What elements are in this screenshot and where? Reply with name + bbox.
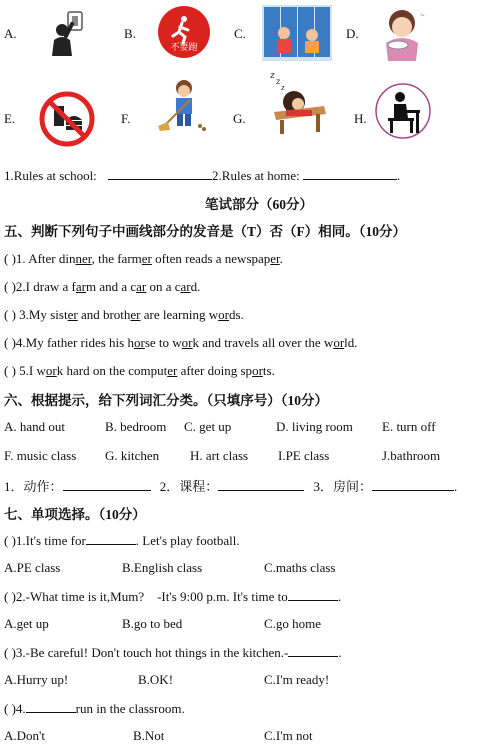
category-actions-label: 1．动作： [4, 479, 63, 494]
answer-paren[interactable]: ( ) [4, 279, 16, 294]
answer-paren[interactable]: ( ) [4, 335, 16, 350]
option-letter-d: D. [346, 26, 359, 41]
category-rooms-label: 3．房间： [313, 479, 373, 494]
underlined-part: or [218, 307, 229, 322]
question-4: ( )4. run in the classroom. [4, 701, 185, 716]
option-letter-a: A. [4, 26, 17, 41]
section5-item-2: ( )2.I draw a farm and a car on a card. [4, 279, 201, 294]
underlined-part: or [252, 363, 263, 378]
no-running-sign-text: 不要跑 [170, 43, 198, 53]
option-letter-g: G. [233, 111, 246, 126]
q3-option-a[interactable]: A.Hurry up! [4, 672, 69, 687]
question-1: ( )1.It's time for . Let's play football. [4, 533, 240, 548]
rules-line [4, 167, 400, 184]
word-h: H. art class [190, 448, 249, 463]
word-j: J.bathroom [382, 448, 441, 463]
underlined-part: er [270, 251, 280, 266]
no-food-drink-sign-icon [38, 90, 96, 148]
answer-paren[interactable]: ( ) [4, 307, 16, 322]
q2-option-c[interactable]: C.go home [264, 616, 322, 631]
underlined-part: ar [75, 279, 86, 294]
answer-blank[interactable] [26, 700, 76, 713]
q2-option-a[interactable]: A.get up [4, 616, 49, 631]
student-reading-silhouette-icon [374, 82, 432, 140]
category-classes-blank[interactable] [218, 478, 304, 491]
word-d: D. living room [276, 419, 353, 434]
section5-item-3: ( ) 3.My sister and brother are learning words. [4, 307, 244, 322]
section5-item-1: ( )1. After dinner, the farmer often reads a newspaper. [4, 251, 283, 266]
category-actions-blank[interactable] [63, 478, 151, 491]
rules-at-home-label: 2.Rules at home: [212, 168, 300, 183]
answer-paren[interactable]: ( ) [4, 363, 16, 378]
rules-at-home-blank[interactable] [303, 167, 397, 180]
rules-at-school-blank[interactable] [108, 167, 212, 180]
question-2: ( )2.-What time is it,Mum? -It's 9:00 p.m. It's time to . [4, 589, 342, 604]
underlined-part: ar [136, 279, 147, 294]
no-running-sign-icon [157, 5, 211, 59]
q1-option-c[interactable]: C.maths class [264, 560, 336, 575]
underlined-part: er [141, 251, 152, 266]
kids-at-lockers-icon [262, 5, 332, 61]
q3-option-b[interactable]: B.OK! [138, 672, 174, 687]
underlined-part: ner [75, 251, 92, 266]
girl-eating-icon [372, 3, 432, 63]
section5-title: 五、判断下列句子中画线部分的发音是（T）否（F）相同。（10分） [4, 224, 406, 239]
svg-text:z: z [281, 84, 285, 92]
option-letter-f: F. [121, 111, 131, 126]
word-c: C. get up [184, 419, 232, 434]
answer-blank[interactable] [288, 644, 338, 657]
q3-option-c[interactable]: C.I'm ready! [264, 672, 330, 687]
underlined-part: er [130, 307, 141, 322]
word-g: G. kitchen [105, 448, 160, 463]
svg-text:z: z [270, 71, 275, 81]
word-b: B. bedroom [105, 419, 167, 434]
underlined-part: or [333, 335, 345, 350]
section7-title: 七、单项选择。（10分） [4, 507, 146, 522]
written-part-title: 笔试部分（60分） [205, 197, 313, 212]
q1-option-b[interactable]: B.English class [122, 560, 203, 575]
light-switch-icon [44, 10, 90, 56]
q4-option-a[interactable]: A.Don't [4, 728, 45, 743]
q2-option-b[interactable]: B.go to bed [122, 616, 183, 631]
option-letter-b: B. [124, 26, 136, 41]
word-i: I.PE class [278, 448, 330, 463]
section5-item-4: ( )4.My father rides his horse to work and travels all over the world. [4, 335, 358, 350]
answer-paren[interactable]: ( ) [4, 589, 16, 604]
section5-item-5: ( ) 5.I work hard on the computer after doing sports. [4, 363, 275, 378]
q4-option-c[interactable]: C.I'm not [264, 728, 313, 743]
underlined-part: or [181, 335, 193, 350]
category-classes-label: 2．课程： [159, 479, 219, 494]
option-letter-c: C. [234, 26, 246, 41]
answer-blank[interactable] [288, 588, 338, 601]
question-3: ( )3.-Be careful! Don't touch hot things in the kitchen.- . [4, 645, 342, 660]
rules-at-school-label: 1.Rules at school: [4, 168, 97, 183]
word-a: A. hand out [4, 419, 66, 434]
boy-sweeping-icon [154, 76, 210, 132]
svg-text:~: ~ [420, 12, 426, 19]
underlined-part: ar [180, 279, 191, 294]
underlined-part: er [167, 363, 178, 378]
rules-line-end: . [397, 168, 401, 183]
q1-option-a[interactable]: A.PE class [4, 560, 61, 575]
answer-paren[interactable]: ( ) [4, 645, 16, 660]
option-letter-h: H. [354, 111, 367, 126]
classification-line: 1．动作： 2．课程： 3．房间： . [4, 479, 458, 494]
word-e: E. turn off [382, 419, 436, 434]
boy-sleeping-at-desk-icon [264, 68, 330, 138]
category-rooms-blank[interactable] [372, 478, 454, 491]
answer-paren[interactable]: ( ) [4, 251, 16, 266]
answer-paren[interactable]: ( ) [4, 701, 16, 716]
underlined-part: or [45, 363, 57, 378]
answer-blank[interactable] [86, 532, 136, 545]
answer-paren[interactable]: ( ) [4, 533, 16, 548]
option-letter-e: E. [4, 111, 16, 126]
word-f: F. music class [4, 448, 77, 463]
svg-text:z: z [276, 77, 281, 86]
section6-title: 六、根据提示，给下列词汇分类。（只填序号）（10分） [4, 393, 328, 408]
underlined-part: er [67, 307, 78, 322]
underlined-part: or [133, 335, 145, 350]
q4-option-b[interactable]: B.Not [133, 728, 165, 743]
